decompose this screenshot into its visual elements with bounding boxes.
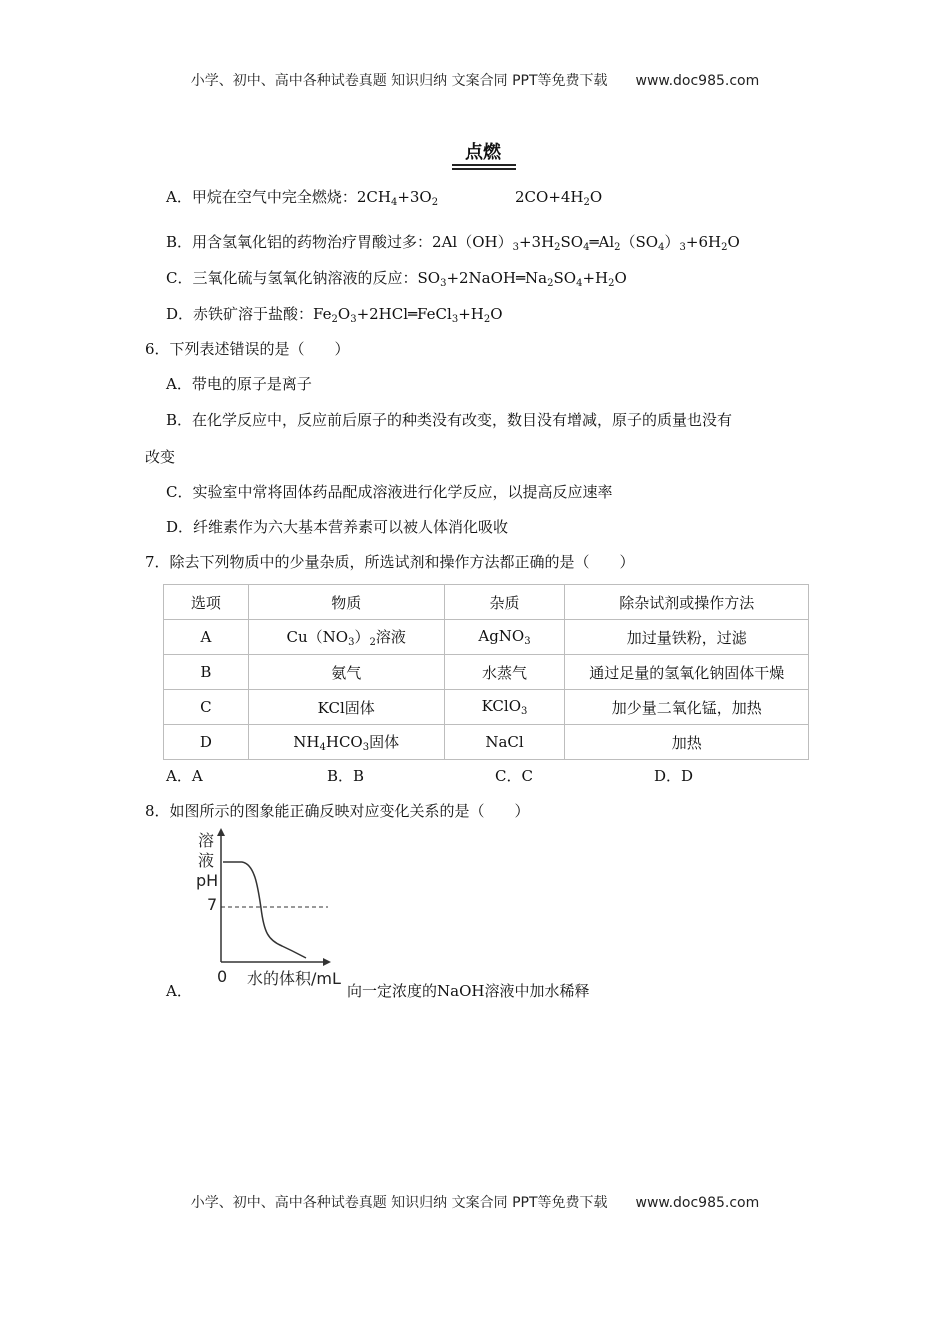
header-site: www.doc985.com (635, 73, 760, 89)
graph-ph-curve (223, 862, 306, 958)
q8-option-a-label: A． (166, 982, 192, 1000)
table-row: B 氨气 水蒸气 通过足量的氢氧化钠固体干燥 (164, 655, 809, 690)
q5-option-b: B．用含氢氧化铝的药物治疗胃酸过多：$2Al(OH)_3+3H_2SO_4═Al_2(SO_4)_3+6H_2O$ (166, 233, 740, 253)
graph-plot (190, 828, 350, 998)
q5-option-c: C．三氧化硫与氢氧化钠溶液的反应：$SO_3+2NaOH═Na_2SO_4+H_2O$ (166, 269, 627, 289)
graph-ylabel-3: pH (196, 871, 219, 890)
q6-option-b: B．在化学反应中，反应前后原子的种类没有改变，数目没有增减，原子的质量也没有 (166, 411, 733, 429)
q6-option-d: D．纤维素作为六大基本营养素可以被人体消化吸收 (166, 518, 509, 536)
table-row: D $NH_4HCO_3$固体 NaCl 加热 (164, 725, 809, 760)
graph-ylabel-1: 溶 (198, 831, 215, 850)
q7-answer-a: A．A (166, 767, 203, 785)
q8-option-a-text: 向一定浓度的NaOH溶液中加水稀释 (347, 982, 590, 1000)
condition-underline-2 (452, 168, 516, 170)
table-row: A $Cu(NO_3)_2$溶液 AgNO$_3$ 加过量铁粉，过滤 (164, 620, 809, 655)
impurity-table (163, 584, 809, 760)
ph-dilution-graph (190, 828, 350, 998)
footer-site: www.doc985.com (635, 1195, 760, 1211)
q6-option-c: C．实验室中常将固体药品配成溶液进行化学反应，以提高反应速率 (166, 483, 613, 501)
reaction-condition: 点燃 (465, 142, 501, 163)
q6-option-b-cont: 改变 (145, 448, 176, 466)
q6-stem: 6．下列表述错误的是（ ） (145, 340, 350, 358)
graph-x-arrow (323, 958, 331, 966)
header-impurity: 杂质 (444, 585, 565, 620)
header-text: 小学、初中、高中各种试卷真题 知识归纳 文案合同 PPT等免费下载 (190, 73, 608, 89)
graph-y-arrow (217, 828, 225, 836)
graph-xlabel: 水的体积/mL (247, 969, 341, 988)
graph-ytick-7: 7 (207, 895, 218, 914)
header-method: 除杂试剂或操作方法 (565, 585, 809, 620)
graph-origin: 0 (217, 967, 228, 986)
page-footer (0, 1192, 950, 1212)
header-substance: 物质 (248, 585, 444, 620)
header-option: 选项 (164, 585, 249, 620)
graph-ylabel-2: 液 (198, 851, 215, 870)
q7-answer-b: B．B (327, 767, 365, 785)
q5-option-a-products: $2CO+4H_2O$ (515, 188, 603, 208)
condition-underline-1 (452, 164, 516, 166)
q6-option-a: A．带电的原子是离子 (166, 375, 312, 393)
q7-stem: 7．除去下列物质中的少量杂质，所选试剂和操作方法都正确的是（ ） (145, 553, 635, 571)
q7-answer-d: D．D (654, 767, 694, 785)
page-header (0, 70, 950, 90)
q5-option-a: A．甲烷在空气中完全燃烧：$2CH_4+3O_2$ (166, 188, 439, 208)
table-row: C KCl固体 KClO$_3$ 加少量二氧化锰，加热 (164, 690, 809, 725)
footer-text: 小学、初中、高中各种试卷真题 知识归纳 文案合同 PPT等免费下载 (190, 1195, 608, 1211)
q8-stem: 8．如图所示的图象能正确反映对应变化关系的是（ ） (145, 802, 530, 820)
table-header-row (164, 585, 809, 620)
q7-answer-c: C．C (495, 767, 533, 785)
q5-option-d: D．赤铁矿溶于盐酸：$Fe_2O_3+2HCl═FeCl_3+H_2O$ (166, 305, 503, 325)
